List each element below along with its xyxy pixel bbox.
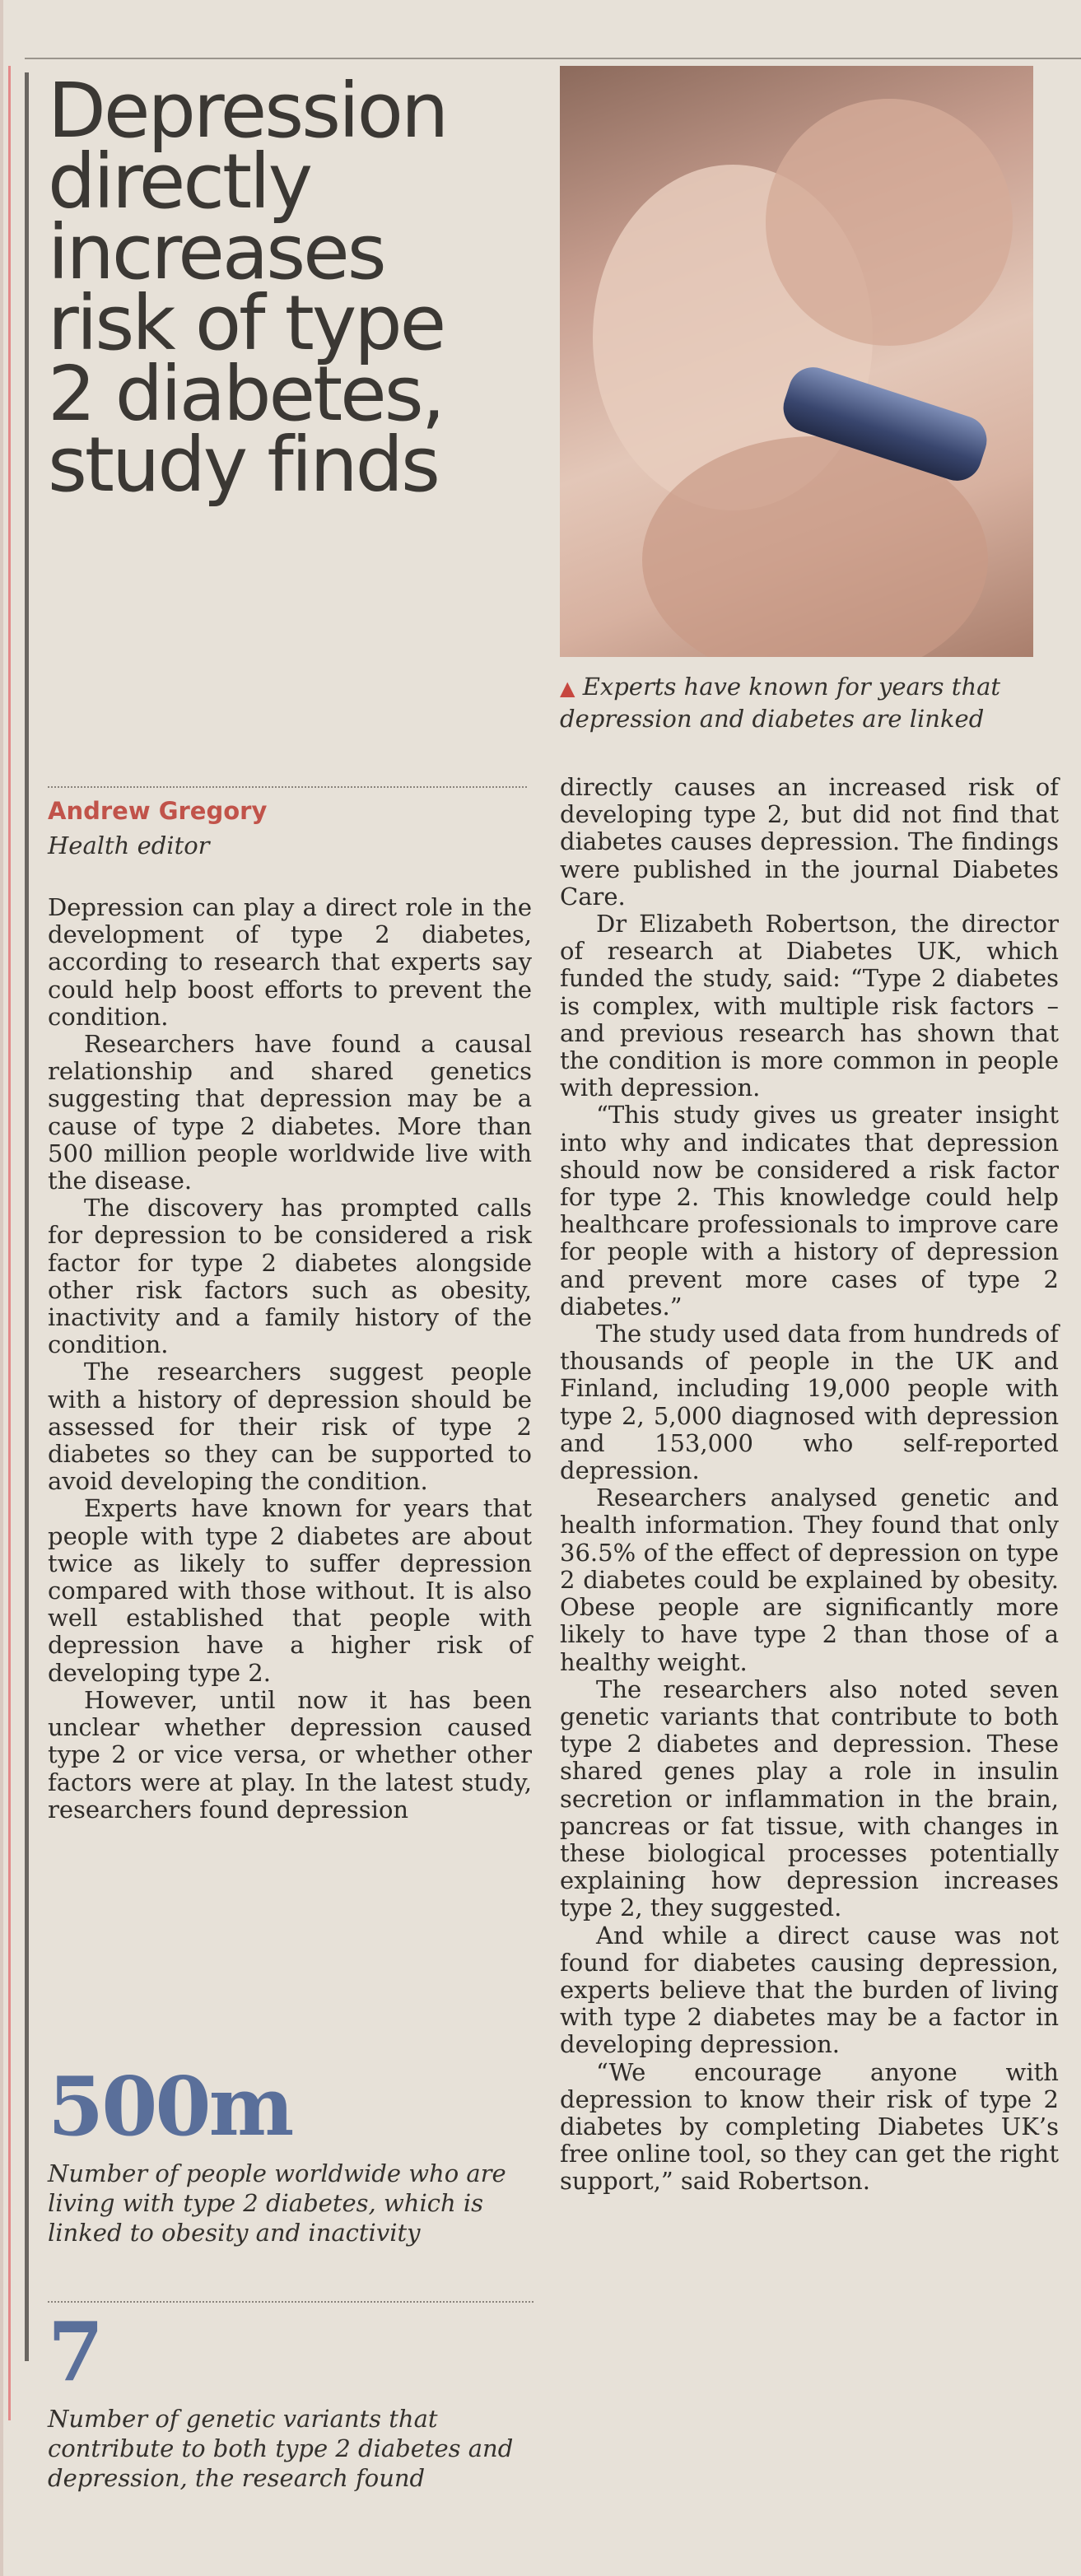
fact-text: Number of people worldwide who are living with type 2 diabetes, which is linked to obesity and inactivity bbox=[48, 2159, 506, 2247]
paragraph: Researchers have found a causal relationship and shared genetics suggesting that depression may be a cause of type 2 diabetes. More than 500 million people worldwide live with the disease. bbox=[48, 1030, 532, 1195]
caption-triangle-icon: ▲ bbox=[560, 677, 575, 700]
body-column-right bbox=[560, 774, 1059, 2196]
paragraph: “This study gives us greater insight into why and indicates that depression should now be considered a risk factor for type 2. This knowledge could help healthcare professionals to improve care for people with a history of depression and prevent more cases of type 2 diabetes.” bbox=[560, 1101, 1059, 1321]
fact-number: 500m bbox=[48, 2060, 292, 2154]
paragraph: The researchers also noted seven genetic variants that contribute to both type 2 diabetes and depression. These shared genes play a role in insulin secretion or inflammation in the brain, pancreas or fat tissue, with changes in these biological processes potentially explaining how depression increases type 2, they suggested. bbox=[560, 1675, 1059, 1922]
fact-box bbox=[48, 2060, 534, 2248]
paragraph: “We encourage anyone with depression to know their risk of type 2 diabetes by completing Diabetes UK’s free online tool, so they can get the right support,” said Robertson. bbox=[560, 2057, 1059, 2196]
paragraph: And while a direct cause was not found for diabetes causing depression, experts believe that the burden of living with type 2 diabetes may be a factor in developing depression. bbox=[560, 1921, 1059, 2059]
top-rule bbox=[25, 58, 1081, 59]
fact-divider bbox=[48, 2301, 534, 2303]
page-edge bbox=[0, 0, 3, 2576]
body-column-left bbox=[48, 894, 532, 1824]
headline-line: risk of type bbox=[48, 279, 445, 367]
photo-hand-with-glucose-meter bbox=[560, 66, 1033, 657]
headline-line: Depression bbox=[48, 67, 447, 155]
paragraph: Depression can play a direct role in the development of type 2 diabetes, according to research that experts say could help boost efforts to prevent the condition. bbox=[48, 893, 532, 1031]
paragraph: The study used data from hundreds of thousands of people in the UK and Finland, including 19,000 people with type 2, 5,000 diagnosed with depression and 153,000 who self-reported depression. bbox=[560, 1320, 1059, 1485]
byline-divider bbox=[48, 786, 527, 788]
byline-role: Health editor bbox=[48, 831, 210, 859]
headline bbox=[48, 67, 542, 509]
paragraph: The discovery has prompted calls for depression to be considered a risk factor for type 2 diabetes alongside other risk factors such as obesity, inactivity and a family history of the condition. bbox=[48, 1194, 532, 1359]
headline-line: 2 diabetes, bbox=[48, 350, 443, 438]
paragraph: directly causes an increased risk of developing type 2, but did not find that diabetes causes depression. The findings were published in the journal Diabetes Care. bbox=[560, 773, 1059, 911]
byline-author: Andrew Gregory bbox=[48, 797, 268, 825]
fact-box bbox=[48, 2305, 534, 2493]
caption-text: Experts have known for years that depression and diabetes are linked bbox=[560, 673, 1001, 733]
column-rule bbox=[25, 72, 29, 2361]
headline-line: directly bbox=[48, 137, 311, 226]
page-margin-mark bbox=[8, 66, 11, 2420]
paragraph: Researchers analysed genetic and health information. They found that only 36.5% of the effect of depression on type 2 diabetes could be explained by obesity. Obese people are significantly more likely to have type 2 than those of a healthy weight. bbox=[560, 1484, 1059, 1676]
headline-line: increases bbox=[48, 208, 384, 296]
fact-number: 7 bbox=[48, 2305, 102, 2400]
fact-text: Number of genetic variants that contribute to both type 2 diabetes and depression, the research found bbox=[48, 2405, 514, 2492]
paragraph: The researchers suggest people with a history of depression should be assessed for their risk of type 2 diabetes so they can be supported to avoid developing the condition. bbox=[48, 1358, 532, 1496]
photo-shape bbox=[766, 99, 1013, 346]
paragraph: Dr Elizabeth Robertson, the director of research at Diabetes UK, which funded the study, said: “Type 2 diabetes is complex, with multiple risk factors – and previous research has shown that the condition is more common in people with depression. bbox=[560, 910, 1059, 1102]
paragraph: However, until now it has been unclear whether depression caused type 2 or vice versa, or whether other factors were at play. In the latest study, researchers found depression bbox=[48, 1685, 532, 1824]
headline-line: study finds bbox=[48, 421, 438, 509]
paragraph: Experts have known for years that people with type 2 diabetes are about twice as likely to suffer depression compared with those without. It is also well established that people with depression have a higher risk of developing type 2. bbox=[48, 1494, 532, 1687]
photo-caption bbox=[560, 672, 1054, 734]
